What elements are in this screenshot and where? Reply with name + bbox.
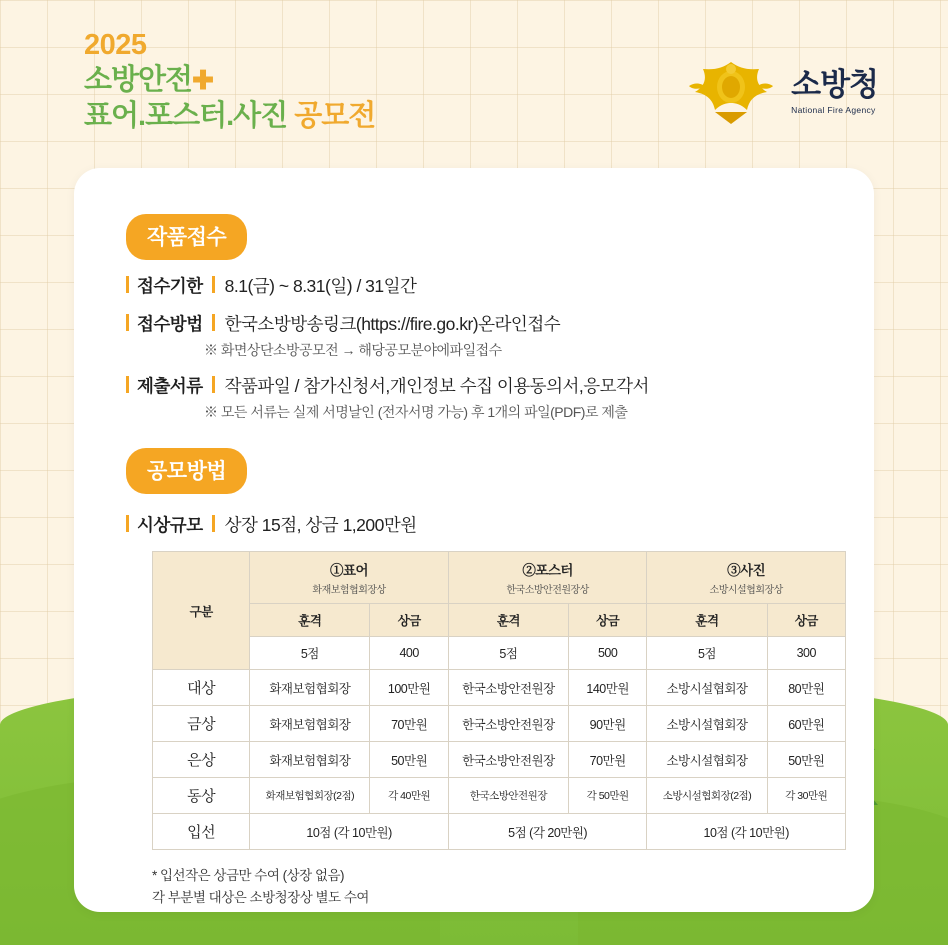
table-row (153, 778, 846, 814)
row-prize-scale (126, 512, 822, 537)
table-subheader-2-grade: 훈격 (448, 604, 568, 637)
table-header-row-subheaders (153, 604, 846, 637)
cell-geumsang-3: 90만원 (568, 706, 646, 742)
table-category-1 (250, 552, 449, 604)
cell-geumsang-4: 소방시설협회장 (647, 706, 767, 742)
cell-daesang-3: 140만원 (568, 670, 646, 706)
cell-geumsang-2: 한국소방안전원장 (448, 706, 568, 742)
row-name-ipseon: 입선 (153, 814, 250, 850)
title-line-1-text: 소방안전 (84, 63, 193, 96)
row-label-documents: 제출서류 (126, 373, 215, 398)
cell-daesang-4: 소방시설협회장 (647, 670, 767, 706)
cell-dongsang-4: 소방시설협회장(2점) (647, 778, 767, 814)
row-name-geumsang: 금상 (153, 706, 250, 742)
row-name-eunsang: 은상 (153, 742, 250, 778)
footnote-1: * 입선작은 상금만 수여 (상장 없음) (152, 868, 345, 883)
section-badge-submission: 작품접수 (126, 214, 247, 260)
cell-daesang-5: 80만원 (767, 670, 845, 706)
agency-logo (685, 56, 878, 128)
agency-name: 소방청 (791, 67, 878, 102)
table-rowhead-label: 구분 (153, 552, 250, 670)
summary-cell-5: 300 (767, 637, 845, 670)
cell-eunsang-3: 70만원 (568, 742, 646, 778)
table-subheader-1-grade: 훈격 (250, 604, 370, 637)
row-documents (126, 373, 822, 398)
cell-eunsang-1: 50만원 (370, 742, 448, 778)
table-category-1-title: ①표어 (330, 563, 369, 578)
row-value-prize-scale: 상장 15점, 상금 1,200만원 (224, 515, 417, 535)
cell-eunsang-5: 50만원 (767, 742, 845, 778)
cell-ipseon-2: 10점 (각 10만원) (647, 814, 846, 850)
cell-ipseon-0: 10점 (각 10만원) (250, 814, 449, 850)
row-value-deadline: 8.1(금) ~ 8.31(일) / 31일간 (224, 276, 417, 296)
cell-eunsang-2: 한국소방안전원장 (448, 742, 568, 778)
row-note-documents: ※ 모든 서류는 실제 서명날인 (전자서명 가능) 후 1개의 파일(PDF)로 제출 (204, 404, 628, 420)
cell-geumsang-1: 70만원 (370, 706, 448, 742)
agency-name-en: National Fire Agency (791, 105, 876, 115)
poster-header (0, 26, 948, 156)
table-subheader-2-prize: 상금 (568, 604, 646, 637)
table-subheader-1-prize: 상금 (370, 604, 448, 637)
table-subheader-3-grade: 훈격 (647, 604, 767, 637)
title-line-2-main: 표어.포스터.사진 (84, 100, 288, 133)
cell-eunsang-0: 화재보험협회장 (250, 742, 370, 778)
summary-cell-0: 5점 (250, 637, 370, 670)
year-label: 2025 (84, 29, 147, 61)
title-line-2-sub: 공모전 (294, 100, 376, 133)
cell-dongsang-0: 화재보험협회장(2점) (250, 778, 370, 814)
cell-dongsang-1: 각 40만원 (370, 778, 448, 814)
table-category-3-title: ③사진 (727, 563, 766, 578)
table-row (153, 814, 846, 850)
table-category-2-sub: 한국소방안전원장상 (506, 585, 589, 596)
table-category-2-title: ②포스터 (522, 563, 573, 578)
title-line-1 (84, 62, 375, 98)
card-body (74, 168, 874, 908)
cell-daesang-2: 한국소방안전원장 (448, 670, 568, 706)
summary-cell-3: 500 (568, 637, 646, 670)
row-deadline (126, 273, 822, 298)
table-summary-row (153, 637, 846, 670)
table-category-3 (647, 552, 846, 604)
content-card (74, 168, 874, 912)
cell-daesang-1: 100만원 (370, 670, 448, 706)
cell-daesang-0: 화재보험협회장 (250, 670, 370, 706)
row-label-method: 접수방법 (126, 311, 215, 336)
row-name-dongsang: 동상 (153, 778, 250, 814)
summary-cell-1: 400 (370, 637, 448, 670)
cell-dongsang-5: 각 30만원 (767, 778, 845, 814)
footnotes (152, 865, 822, 908)
row-label-prize-scale: 시상규모 (126, 512, 215, 537)
prize-table (152, 551, 846, 850)
table-category-3-sub: 소방시설협회장상 (709, 585, 783, 596)
fire-agency-emblem-icon (685, 56, 777, 128)
agency-text (791, 69, 878, 115)
title-line-2 (84, 98, 375, 134)
row-name-daesang: 대상 (153, 670, 250, 706)
table-header-row-categories (153, 552, 846, 604)
row-value-method: 한국소방방송링크(https://fire.go.kr)온라인접수 (224, 314, 561, 334)
table-category-2 (448, 552, 647, 604)
cell-ipseon-1: 5점 (각 20만원) (448, 814, 647, 850)
table-subheader-3-prize: 상금 (767, 604, 845, 637)
footnote-2: 각 부분별 대상은 소방청장상 별도 수여 (152, 889, 369, 905)
summary-cell-2: 5점 (448, 637, 568, 670)
table-row (153, 670, 846, 706)
cell-dongsang-2: 한국소방안전원장 (448, 778, 568, 814)
row-note-method: ※ 화면상단소방공모전 → 해당공모분야에파일접수 (204, 342, 502, 358)
cell-geumsang-0: 화재보험협회장 (250, 706, 370, 742)
cell-eunsang-4: 소방시설협회장 (647, 742, 767, 778)
row-label-deadline: 접수기한 (126, 273, 215, 298)
table-row (153, 742, 846, 778)
table-row (153, 706, 846, 742)
title-block (84, 30, 375, 134)
section-badge-method: 공모방법 (126, 448, 247, 494)
table-category-1-sub: 화재보험협회장상 (312, 585, 386, 596)
cell-geumsang-5: 60만원 (767, 706, 845, 742)
row-method (126, 311, 822, 336)
row-value-documents: 작품파일 / 참가신청서,개인정보 수집 이용동의서,응모각서 (224, 376, 649, 396)
plus-icon: ✚ (192, 64, 213, 95)
summary-cell-4: 5점 (647, 637, 767, 670)
cell-dongsang-3: 각 50만원 (568, 778, 646, 814)
